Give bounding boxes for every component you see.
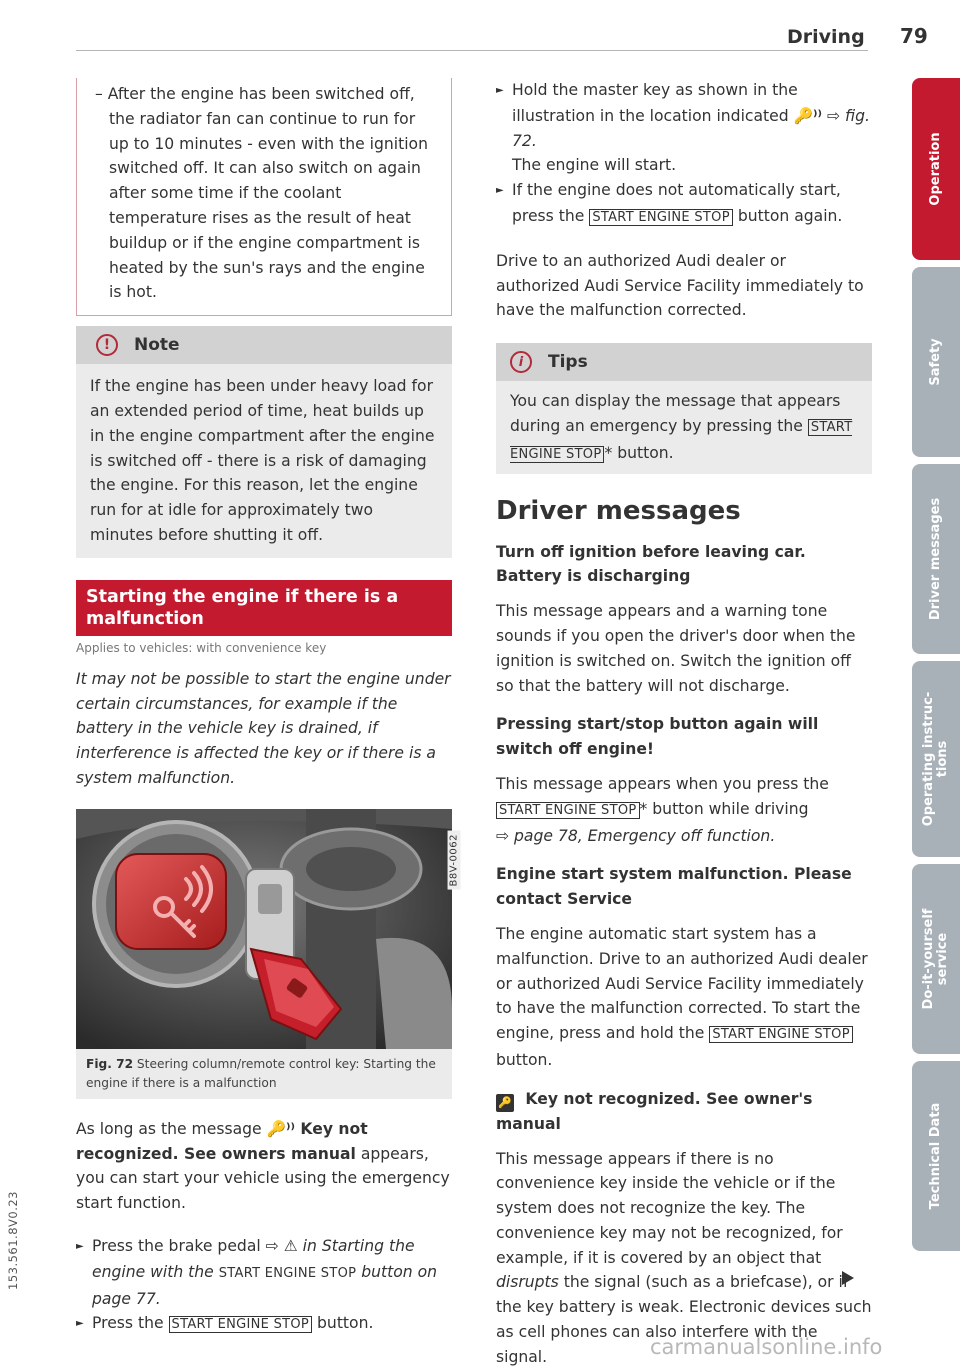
tips-body: You can display the message that appears during an emergency by pressing the START ENGINE STOP * button. [510, 392, 853, 462]
tips-box [496, 343, 872, 473]
step-press-again: ► If the engine does not automatically start, press the START ENGINE STOP button again. [496, 178, 872, 231]
tab-do-it-yourself-service[interactable]: Do-it-yourself service [912, 864, 960, 1054]
running-header-section: Driving [787, 26, 865, 48]
message-body-key-not-recognized: This message appears if there is no convenience key inside the vehicle or if the system does not recognize the key. The convenience key may not be recognized, for example, if it is covered by an object that disrupts the signal (such as a briefcase), or if the key battery is weak. Electronic devices such as cell phones can also interfere with the signal. [496, 1149, 872, 1366]
figure-72-illustration [76, 809, 460, 1049]
section-title: Starting the engine if there is a malfunction [76, 580, 452, 636]
continuation-text: – After the engine has been switched off, the radiator fan can continue to run for up to 10 minutes - even with the ignition switched off. It can also switch on again after some time if the coolant temperature rises as the result of heat buildup or if the engine compartment is heated by the sun's rays and the engine is hot. [95, 85, 428, 302]
note-header [76, 326, 452, 364]
start-engine-stop-button-label: START ENGINE STOP [169, 1316, 313, 1333]
steering-column-illustration [76, 809, 452, 1049]
note-box [76, 326, 452, 558]
engine-will-start: The engine will start. [512, 156, 677, 175]
step-hold-key: ► Hold the master key as shown in the illustration in the location indicated 🔑⁾⁾ ⇨ fig. 72. [496, 78, 872, 153]
message-body-start-stop: This message appears when you press the START ENGINE STOP * button while driving ⇨ page 78, Emergency off function. [496, 774, 829, 845]
exclamation-icon: ! [96, 334, 118, 356]
tab-safety[interactable]: Safety [912, 267, 960, 457]
header-rule [76, 50, 868, 51]
right-column [496, 78, 872, 1370]
start-engine-stop-button-label: START ENGINE STOP [589, 209, 733, 226]
key-not-recognized-label: Key not recognized. See owners manual [76, 1119, 368, 1163]
key-not-recognized-paragraph: As long as the message 🔑⁾⁾ Key not recognized. See owners manual appears, you can start your vehicle using the emergency start function. [76, 1119, 450, 1213]
page-reference: ⇨ page 78, Emergency off function. [496, 826, 776, 845]
note-body: If the engine has been under heavy load for an extended period of time, heat builds up in the engine compartment after the engine is switched off - there is a risk of damaging the engine. For this reason, let the engine run for at idle for approximately two minutes before shutting it off. [90, 377, 435, 544]
figure-caption [76, 1049, 452, 1099]
tab-operation[interactable]: Operation [912, 78, 960, 260]
applies-to: Applies to vehicles: with convenience key [76, 640, 327, 655]
info-icon: i [510, 351, 532, 373]
page-number: 79 [900, 24, 928, 48]
start-engine-stop-button-label: START ENGINE STOP [496, 802, 640, 819]
tips-header [496, 343, 872, 381]
key-signal-icon: 🔑⁾⁾ [266, 1119, 295, 1138]
figure-reference: ⇨ fig. 72. [512, 106, 870, 150]
start-engine-stop-button-label: START ENGINE STOP [510, 419, 853, 462]
start-engine-stop-button-label: START ENGINE STOP [709, 1026, 853, 1043]
step-press-brake: ► Press the brake pedal ⇨ ⚠ in Starting the engine with the START ENGINE STOP button on page 77. [76, 1234, 452, 1311]
tab-operating-instructions[interactable]: Operating instruc- tions [912, 661, 960, 857]
continuation-box [76, 78, 452, 316]
key-signal-icon: 🔑⁾⁾ [793, 106, 823, 125]
document-code: 153.561.8V0.23 [6, 1191, 20, 1290]
driver-messages-heading: Driver messages [496, 495, 741, 526]
continue-arrow-icon [842, 1271, 854, 1285]
caption-text: Steering column/remote control key: Starting the engine if there is a malfunction [86, 1056, 436, 1090]
chapter-tabs [912, 78, 960, 1258]
key-warning-icon: 🔑 [496, 1094, 514, 1112]
step-press-start-button: ► Press the START ENGINE STOP button. [76, 1311, 452, 1338]
left-column [76, 78, 460, 1338]
message-heading-battery: Turn off ignition before leaving car. Battery is discharging [496, 542, 806, 586]
dealer-paragraph: Drive to an authorized Audi dealer or authorized Audi Service Facility immediately to have the malfunction corrected. [496, 251, 864, 320]
tab-driver-messages[interactable]: Driver messages [912, 464, 960, 654]
note-title: Note [134, 335, 180, 356]
message-heading-start-stop: Pressing start/stop button again will switch off engine! [496, 715, 819, 759]
caption-label: Fig. 72 [86, 1056, 134, 1071]
watermark: carmanualsonline.info [650, 1335, 883, 1359]
message-body-start-system: The engine automatic start system has a malfunction. Drive to an authorized Audi dealer or authorized Audi Service Facility immediately to have the malfunction corrected. To start the engine, press and hold the START ENGINE STOP button. [496, 924, 868, 1069]
message-heading-key-not-recognized: 🔑 Key not recognized. See owner's manual [496, 1089, 813, 1133]
figure-id: B8V-0062 [448, 831, 461, 890]
tips-title: Tips [548, 352, 588, 373]
tab-technical-data[interactable]: Technical Data [912, 1061, 960, 1251]
warning-icon: ⚠ [283, 1236, 298, 1255]
message-body-battery: This message appears and a warning tone sounds if you open the driver's door when the ignition is switched on. Switch the ignition off so that the battery will not discharge. [496, 602, 856, 695]
intro-text: It may not be possible to start the engine under certain circumstances, for example if the battery in the vehicle key is drained, if interference is affected the key or if there is a system malfunction. [76, 669, 451, 787]
message-heading-start-system: Engine start system malfunction. Please contact Service [496, 865, 852, 909]
